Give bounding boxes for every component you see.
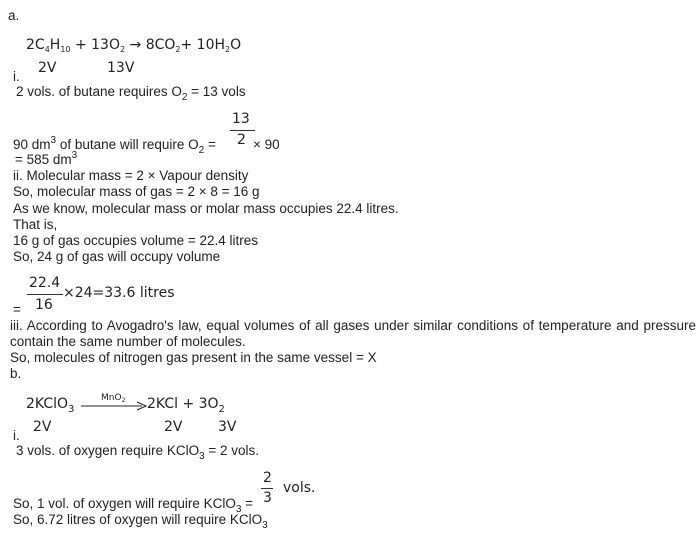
butane-oxygen-ratio: 2 vols. of butane requires $O_2 = 13$ vols (16, 84, 246, 103)
ii-molecular-mass: ii. Molecular mass = 2 × Vapour density (13, 168, 249, 183)
ii-16g-volume: 16 g of gas occupies volume = 22.4 litres (13, 233, 259, 248)
ii-molar-volume: As we know, molecular mass or molar mass occupies 22.4 litres. (13, 201, 399, 216)
fraction-3-denominator: 3 (263, 490, 272, 506)
fraction-2-equals: = (13, 302, 21, 317)
part-b-label: b. (10, 366, 22, 381)
part-b-i-label: i. (13, 428, 20, 443)
times-90: × 90 (253, 137, 280, 152)
fraction-3-unit: vols. (283, 480, 316, 496)
fraction-1-numerator: 13 (232, 111, 250, 127)
fraction-3-numerator: 2 (263, 470, 272, 486)
fraction-2-denominator: 16 (35, 297, 53, 313)
decomposition-products: $2KCl + 3O_2$ (147, 396, 225, 415)
oxygen-kclo3-ratio: 3 vols. of oxygen require KClO$_3$ = 2 vols. (16, 443, 260, 462)
one-vol-oxygen: So, 1 vol. of oxygen will require KClO$_3$ = (13, 496, 254, 515)
kclo3-reactant: 2KClO$_3$ (26, 396, 75, 415)
butane-volume: 2V (38, 60, 57, 76)
oxygen-volume: 13V (107, 60, 135, 76)
six-point-seven-two-litres: So, 6.72 litres of oxygen will require KClO$_3$ (13, 512, 268, 531)
ii-24g-volume: So, 24 g of gas will occupy volume (13, 249, 221, 264)
part-a-i-label: i. (13, 69, 20, 84)
fraction-2-numerator: 22.4 (29, 275, 61, 291)
fraction-1-denominator: 2 (237, 132, 246, 148)
fraction-2-bar (27, 294, 63, 295)
volume-result-33-6: ×24=33.6 litres (63, 285, 175, 301)
o2-volume: 3V (218, 419, 237, 435)
butane-combustion-equation: $2C_4H_{10} + 13O_2 \to 8CO_2+ 10H_2O$ (26, 37, 242, 54)
catalyst-label: MnO$_2$ (101, 393, 126, 404)
iii-avogadro-law: iii. According to Avogadro's law, equal volumes of all gases under similar conditions of temperature and pressure contain the same number of molecules. (10, 318, 696, 349)
butane-90-line: 90 $dm^3$ of butane will require $O_2$ = (13, 135, 216, 156)
fraction-1-bar (230, 130, 255, 131)
kcl-volume: 2V (164, 419, 183, 435)
kclo3-volume: 2V (33, 419, 52, 435)
ii-molecular-mass-gas: So, molecular mass of gas = 2 × 8 = 16 g (13, 184, 260, 199)
fraction-3-bar (261, 488, 273, 489)
result-585: = 585 $dm^3$ (15, 150, 78, 167)
ii-that-is: That is, (13, 217, 58, 232)
iii-conclusion: So, molecules of nitrogen gas present in the same vessel = X (10, 350, 377, 365)
reaction-arrow-icon (80, 401, 148, 411)
part-a-label: a. (8, 8, 20, 23)
